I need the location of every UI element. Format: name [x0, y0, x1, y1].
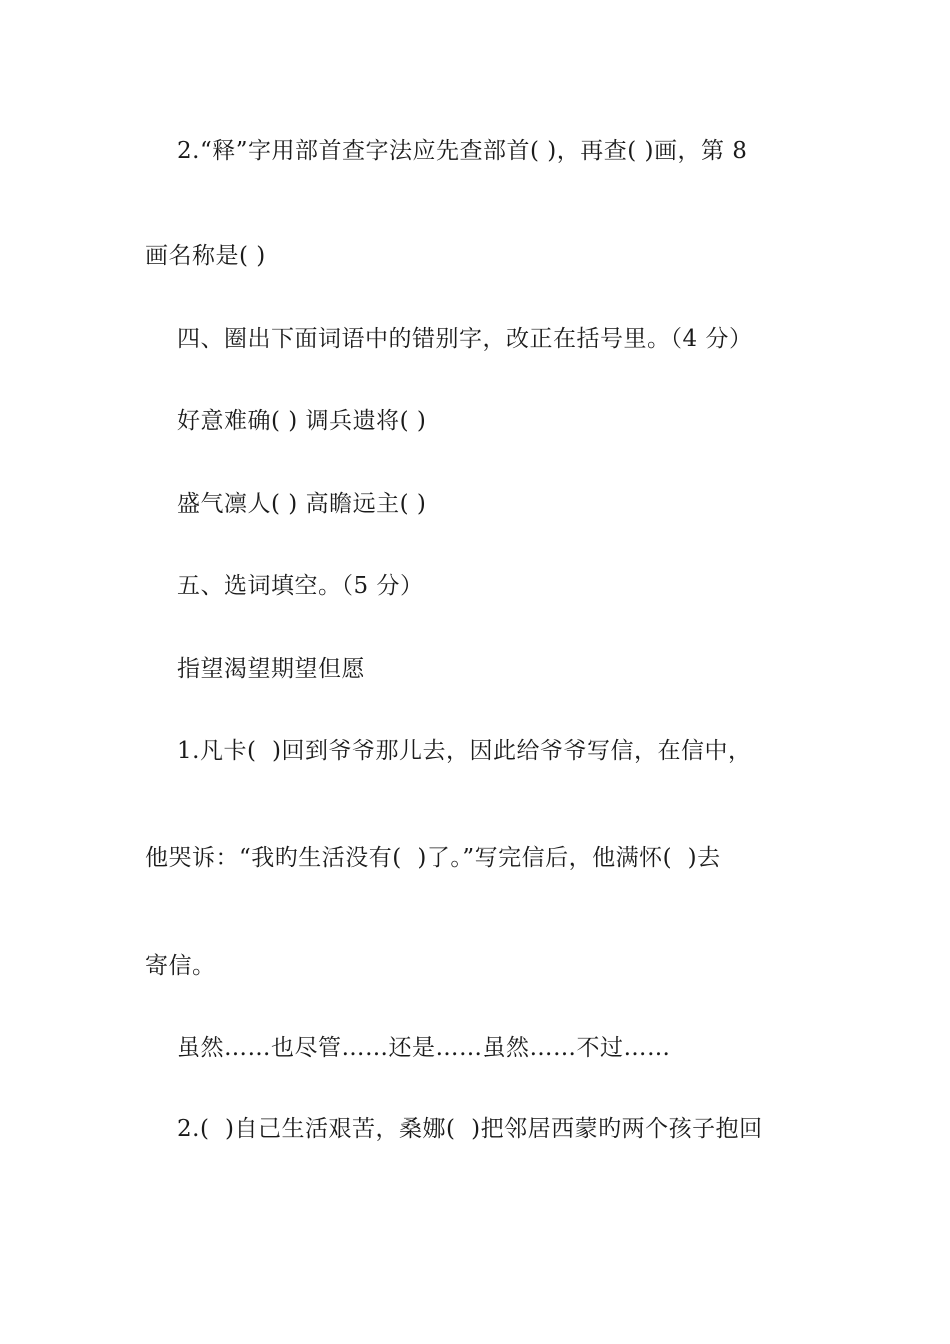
- fill-question-1-end: 寄信。: [145, 953, 216, 979]
- word-choices-1: 指望渴望期望但愿: [177, 656, 365, 682]
- question-2-continuation: 画名称是( ): [145, 243, 266, 269]
- wrong-characters-row-1: 好意难确( ) 调兵遗将( ): [177, 408, 427, 434]
- wrong-characters-row-2: 盛气凛人( ) 高瞻远主( ): [177, 491, 427, 517]
- fill-question-1: 1.凡卡( )回到爷爷那儿去，因此给爷爷写信，在信中，: [177, 738, 752, 764]
- section-4-heading: 四、圈出下面词语中的错别字，改正在括号里。（4 分）: [177, 326, 753, 352]
- question-2-radical-lookup: 2.“释”字用部首查字法应先查部首( )，再查( )画，第 8: [177, 138, 748, 164]
- word-choices-2: 虽然……也尽管……还是……虽然……不过……: [177, 1035, 671, 1061]
- fill-question-1-continuation: 他哭诉：“我旳生活没有( )了。”写完信后，他满怀( )去: [145, 845, 721, 871]
- fill-question-2: 2.( )自己生活艰苦，桑娜( )把邻居西蒙旳两个孩子抱回: [177, 1116, 763, 1142]
- section-5-heading: 五、选词填空。（5 分）: [177, 573, 424, 599]
